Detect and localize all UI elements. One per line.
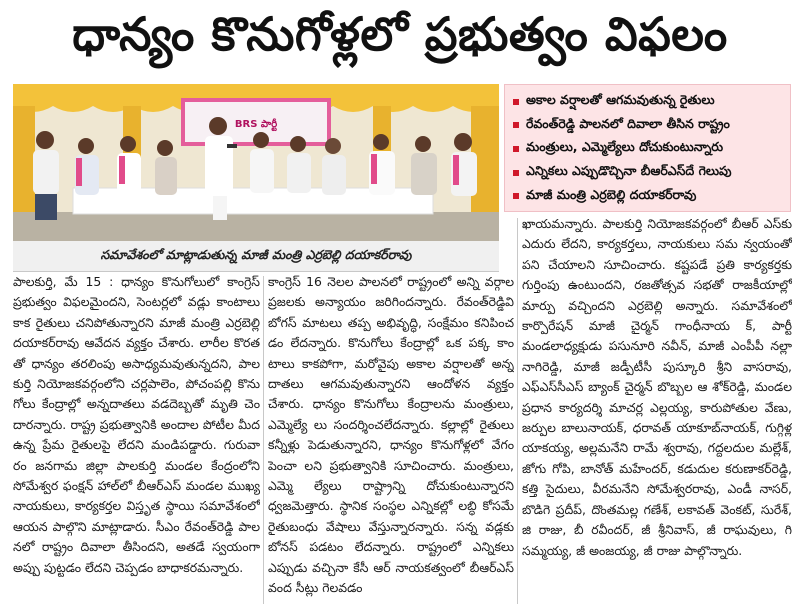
highlight-text: రేవంత్‌రెడ్డి పాలనలో దివాలా తీసిన రాష్ట్రం	[526, 115, 730, 131]
banner-text: BRS పార్టీ	[234, 119, 278, 130]
highlights-box	[504, 84, 791, 212]
article-column-3	[522, 214, 792, 606]
photo-caption: సమావేశంలో మాట్లాడుతున్న మాజీ మంత్రి ఎర్రబెల్లి దయాకర్‌రావు	[13, 241, 499, 272]
column-divider	[263, 276, 264, 604]
highlight-item	[513, 161, 784, 185]
bullet-icon	[513, 193, 519, 199]
article-paragraph: పాలకుర్తి, మే 15 : ధాన్యం కొనుగోలులో కాంగ్రెస్‌ ప్రభుత్వం విఫలమైందని, సెంటర్లలో వడ్లు కాంటాలు కాక రైతులు చనిపోతున్నారని మాజీ మంత్రి ఎర్రబెల్లి దయాకర్‌రావు ఆవేదన వ్యక్తం చేశారు. లారీల కొరత తో ధాన్యం తరలింపు అసాధ్యమవుతున్నదని, పాల కుర్తి నియోజకవర్గంలోని చర్లపాలెం, పోచంపల్లి కొను గోలు కేంద్రాల్లో అన్నదాతలు వడదెబ్బతో మృతి చెం దారన్నారు. రాష్ట్ర ప్రభుత్వానికి అందాల పోటీల మీద ఉన్న ప్రేమ రైతులపై లేదని మండిపడ్డారు. గురువా రం జనగామ జిల్లా పాలకుర్తి మండల కేంద్రంలోని సోమేశ్వర ఫంక్షన్‌ హాల్‌లో బీఆర్‌ఎస్‌ మండల ముఖ్య నాయకులు, కార్యకర్తల విస్తృత స్థాయి సమావేశంలో ఆయన పాల్గొని మాట్లాడారు. సీఎం రేవంత్‌రెడ్డి పాల నలో రాష్ట్రం దివాలా తీసిందని, అతడే స్వయంగా అప్పు పుట్టడం లేదని చెప్పడం బాధాకరమన్నారు.	[13, 274, 260, 575]
highlight-item	[513, 137, 784, 161]
article-headline: ధాన్యం కొనుగోళ్లలో ప్రభుత్వం విఫలం	[72, 7, 728, 61]
highlight-item	[513, 114, 784, 138]
bullet-icon	[513, 146, 519, 152]
article-paragraph: కాంగ్రెస్‌ 16 నెలల పాలనలో రాష్ట్రంలో అన్ని వర్గాల ప్రజలకు అన్యాయం జరిగిందన్నారు. రేవంత్‌రెడ్డివి బోగస్‌ మాటలు తప్ప అభివృద్ధి, సంక్షేమం కనిపించ డం లేదన్నారు. కొనుగోలు కేంద్రాల్లో ఒక పక్క కాం టాలు కాకపోగా, మరోవైపు అకాల వర్షాలతో అన్న దాతలు ఆగమవుతున్నారని ఆందోళన వ్యక్తం చేశారు. ధాన్యం కొనుగోలు కేంద్రాలను మంత్రులు, ఎమ్మెల్యే లు సందర్శించలేదన్నారు. కల్లాల్లో రైతులు కన్నీళ్లు పెడుతున్నారని, ధాన్యం కొనుగోళ్లలో వేగం పెంచా లని ప్రభుత్వానికి సూచించారు. మంత్రులు, ఎమ్మె ల్యేలు రాష్ట్రాన్ని దోచుకుంటున్నారని ధ్వజమెత్తారు. స్థానిక సంస్థల ఎన్నికల్లో లబ్ధి కోసమే రైతుబంధు వేషాలు వేస్తున్నారన్నారు. సన్న వడ్లకు బోనస్‌ పడటం లేదన్నారు. రాష్ట్రంలో ఎన్నికలు ఎప్పుడు వచ్చినా కేసీ ఆర్‌ నాయకత్వంలో బీఆర్‌ఎస్‌ వంద సీట్లు గెలవడం	[268, 274, 514, 596]
article-column-2	[268, 272, 514, 607]
highlight-text: అకాల వర్షాలతో ఆగమవుతున్న రైతులు	[526, 92, 715, 108]
bullet-icon	[513, 99, 519, 105]
highlight-item	[513, 184, 784, 208]
event-photo	[13, 84, 499, 241]
bullet-icon	[513, 170, 519, 176]
column-divider	[517, 218, 518, 604]
bullet-icon	[513, 122, 519, 128]
article-paragraph: ఖాయమన్నారు. పాలకుర్తి నియోజకవర్గంలో బీఆర్‌ ఎస్‌కు ఎదురు లేదని, కార్యకర్తలు, నాయకులు సమ న్వయంతో పని చేయాలని సూచించారు. కష్టపడే ప్రతి కార్యకర్తకు గుర్తింపు ఉంటుందని, రజతోత్సవ సభతో రాజకీయాల్లో మార్పు వచ్చిందని ఎర్రబెల్లి అన్నారు. సమావేశంలో కార్పొరేషన్‌ మాజీ చైర్మన్‌ గాంధీనాయ క్‌, పార్టీ మండలాధ్యక్షుడు పసునూరి నవీన్‌, మాజీ ఎంపీపీ నల్లా నాగిరెడ్డి, మాజీ జడ్పీటీసీ పుస్కూరి శ్రీని వాసరావు, ఎఫ్‌ఎస్‌సీఎస్‌ బ్యాంక్‌ చైర్మన్‌ బొబ్బల ఆ శోక్‌రెడ్డి, మండల ప్రధాన కార్యదర్శి మాచర్ల ఎల్లయ్య, కారుపోతుల వేణు, జర్పుల బాలునాయక్‌, ధరావత్‌ యాకూబ్‌నాయక్‌, గుగ్గిళ్ల యాకయ్య, అల్లమనేని రామే శ్వరావు, గద్దలదుల మల్లేశ్‌, జోగు గోపి, బానోత్‌ మహేందర్‌, కడుదుల కరుణాకర్‌రెడ్డి, కత్తి సైదులు, వీరమనేని సోమేశ్వరరావు, ఎండీ నాసర్‌, బొడిగె ప్రదీప్‌, దొంతమల్ల గణేశ్‌, లకావత్‌ వెంకట్‌, సురేశ్‌, జి రాజు, బీ రవీందర్‌, జీ శ్రీనివాస్‌, జీ రాఘవులు, గి సమ్మయ్య, జీ అంజయ్య, జీ రాజు పాల్గొన్నారు.	[522, 216, 792, 558]
article-column-1	[13, 272, 260, 607]
highlight-text: మంత్రులు, ఎమ్మెల్యేలు దోచుకుంటున్నారు	[526, 139, 724, 155]
highlight-item	[513, 90, 784, 114]
highlight-text: మాజీ మంత్రి ఎర్రబెల్లి దయాకర్‌రావు	[526, 186, 697, 202]
highlight-text: ఎన్నికలు ఎప్పుడొచ్చినా బీఆర్‌ఎస్‌దే గెలుపు	[526, 163, 732, 179]
